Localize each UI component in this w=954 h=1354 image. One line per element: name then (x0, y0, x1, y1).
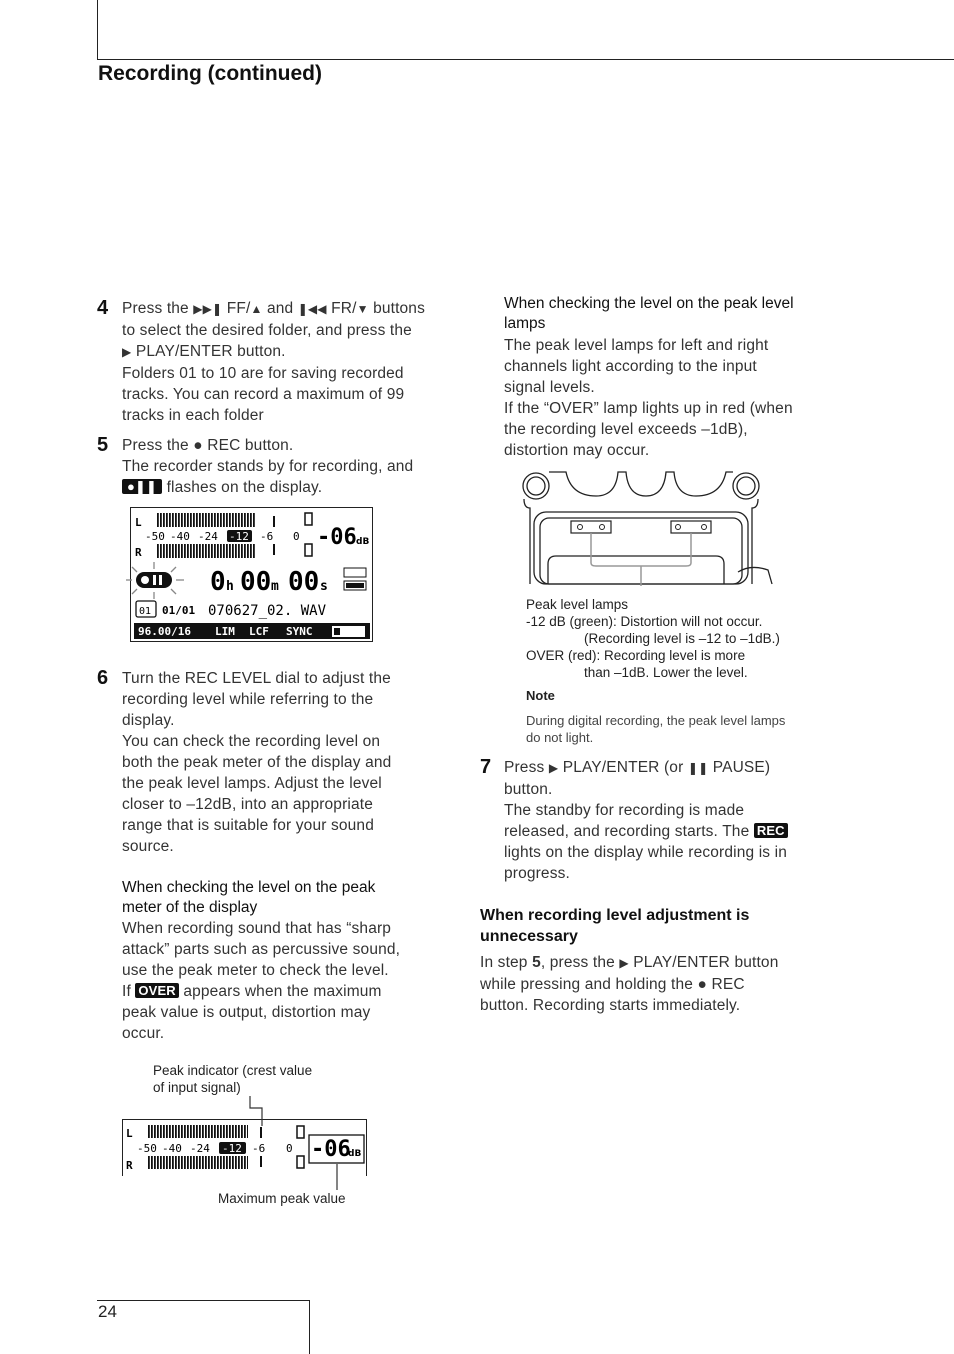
peak-meter-text: When recording sound that has “sharp attack” parts such as percussive sound, use the peak meter to check the level. If OVER appears when the maximum peak value is output, distortion may occur. (122, 920, 401, 1042)
folder-icon: 01 (139, 606, 152, 617)
db-value: -06 (311, 1137, 351, 1162)
scale-tick-highlight: -12 (229, 530, 249, 543)
down-arrow-icon: ▼ (356, 302, 369, 316)
channel-right-label: R (126, 1159, 133, 1172)
play-icon: ▶ (548, 761, 559, 775)
rec-pause-icon: ●❚❚ (122, 479, 162, 494)
unnecessary-heading: When recording level adjustment is unnecessary (480, 907, 750, 945)
time-seconds-unit: s (320, 579, 328, 594)
page-number: 24 (98, 1302, 117, 1321)
file-name: 070627_02. WAV (208, 603, 327, 619)
peak-lamps-caption: Peak level lamps -12 dB (green): Distortion will not occur. (Recording level is –12 to –1dB.) OVER (red): Recording level is more than –1dB. Lower the level. (526, 597, 780, 680)
page-title: Recording (continued) (98, 62, 322, 85)
fast-forward-icon: ▶▶❚ (193, 302, 223, 316)
step-number: 4 (97, 297, 109, 319)
scale-tick: -50 (137, 1142, 157, 1155)
note-title: Note (526, 688, 555, 703)
rewind-icon: ❚◀◀ (297, 302, 327, 316)
scale-tick: 0 (293, 530, 300, 543)
time-hours-unit: h (226, 579, 234, 594)
up-arrow-icon: ▲ (250, 302, 263, 316)
peak-meter-heading: When checking the level on the peak meter of the display (122, 879, 376, 916)
record-dot-icon: ● (193, 437, 203, 454)
play-icon: ▶ (619, 956, 629, 970)
step7-text: Press ▶ PLAY/ENTER (or ❚❚ PAUSE) button. The standby for recording is made released, and recording starts. The REC lights on the display while recording is in progress. (504, 759, 788, 882)
scale-tick: -50 (145, 530, 165, 543)
step-number: 6 (97, 667, 109, 689)
status-lim: LIM (215, 625, 235, 638)
peak-lamps-text: The peak level lamps for left and right channels light according to the input signal levels. If the “OVER” lamp lights up in red (when the recording level exceeds –1dB), distortion may occur. (504, 337, 793, 459)
scale-tick: -6 (260, 530, 274, 543)
status-sync: SYNC (286, 625, 313, 638)
status-sample-rate: 96.00/16 (138, 625, 191, 638)
over-badge: OVER (135, 983, 178, 998)
scale-tick: -40 (162, 1142, 182, 1155)
step5-text: Press the ● REC button. The recorder stands by for recording, and ●❚❚ flashes on the display. (122, 437, 414, 496)
scale-tick: -24 (198, 530, 218, 543)
time-minutes: 00 (240, 567, 272, 597)
channel-left-label: L (135, 516, 142, 529)
unnecessary-text: In step 5, press the ▶ PLAY/ENTER button while pressing and holding the ● REC button. Recording starts immediately. (480, 954, 779, 1014)
peak-lamp-right (671, 521, 711, 533)
scale-tick: -24 (190, 1142, 210, 1155)
peak-indicator-label: Peak indicator (crest value of input signal) (153, 1063, 313, 1095)
scale-tick: 0 (286, 1142, 293, 1155)
channel-left-label: L (126, 1127, 133, 1140)
step4-text: Press the ▶▶❚ FF/▲ and ❚◀◀ FR/▼ buttons to select the desired folder, and press the ▶ PLAY/ENTER button. Folders 01 to 10 are for saving recorded tracks. You can record a maximum of 99 tracks in each folder (122, 300, 425, 424)
db-unit: dB (356, 537, 370, 547)
peak-meter-diagram (118, 1096, 378, 1190)
step-number: 7 (480, 756, 492, 778)
note-block: Note During digital recording, the peak level lamps do not light. (526, 687, 846, 746)
maximum-peak-label: Maximum peak value (218, 1191, 346, 1206)
record-dot-icon: ● (697, 976, 708, 993)
db-unit: dB (348, 1149, 362, 1159)
recorder-top-illustration (516, 468, 776, 586)
step6-text: Turn the REC LEVEL dial to adjust the recording level while referring to the display. You can check the recording level on both the peak meter of the display and the peak level lamps. Adjust the level closer to –12dB, into an appropriate range that is suitable for your sound source. (122, 670, 392, 855)
time-hours: 0 (210, 567, 226, 597)
play-icon: ▶ (122, 345, 132, 359)
folder-count: 01/01 (162, 604, 196, 617)
db-value: -06 (317, 525, 357, 550)
status-lcf: LCF (249, 625, 269, 638)
step-number: 5 (97, 434, 109, 456)
pause-icon: ❚❚ (687, 761, 709, 775)
peak-lamp-left (571, 521, 611, 533)
time-seconds: 00 (288, 567, 320, 597)
lcd-display (118, 504, 378, 646)
scale-tick: -40 (170, 530, 190, 543)
scale-tick: -6 (252, 1142, 266, 1155)
rec-badge: REC (754, 823, 788, 838)
time-minutes-unit: m (271, 579, 279, 594)
peak-lamps-heading: When checking the level on the peak level lamps (504, 295, 794, 332)
scale-tick-highlight: -12 (222, 1142, 242, 1155)
channel-right-label: R (135, 546, 142, 559)
